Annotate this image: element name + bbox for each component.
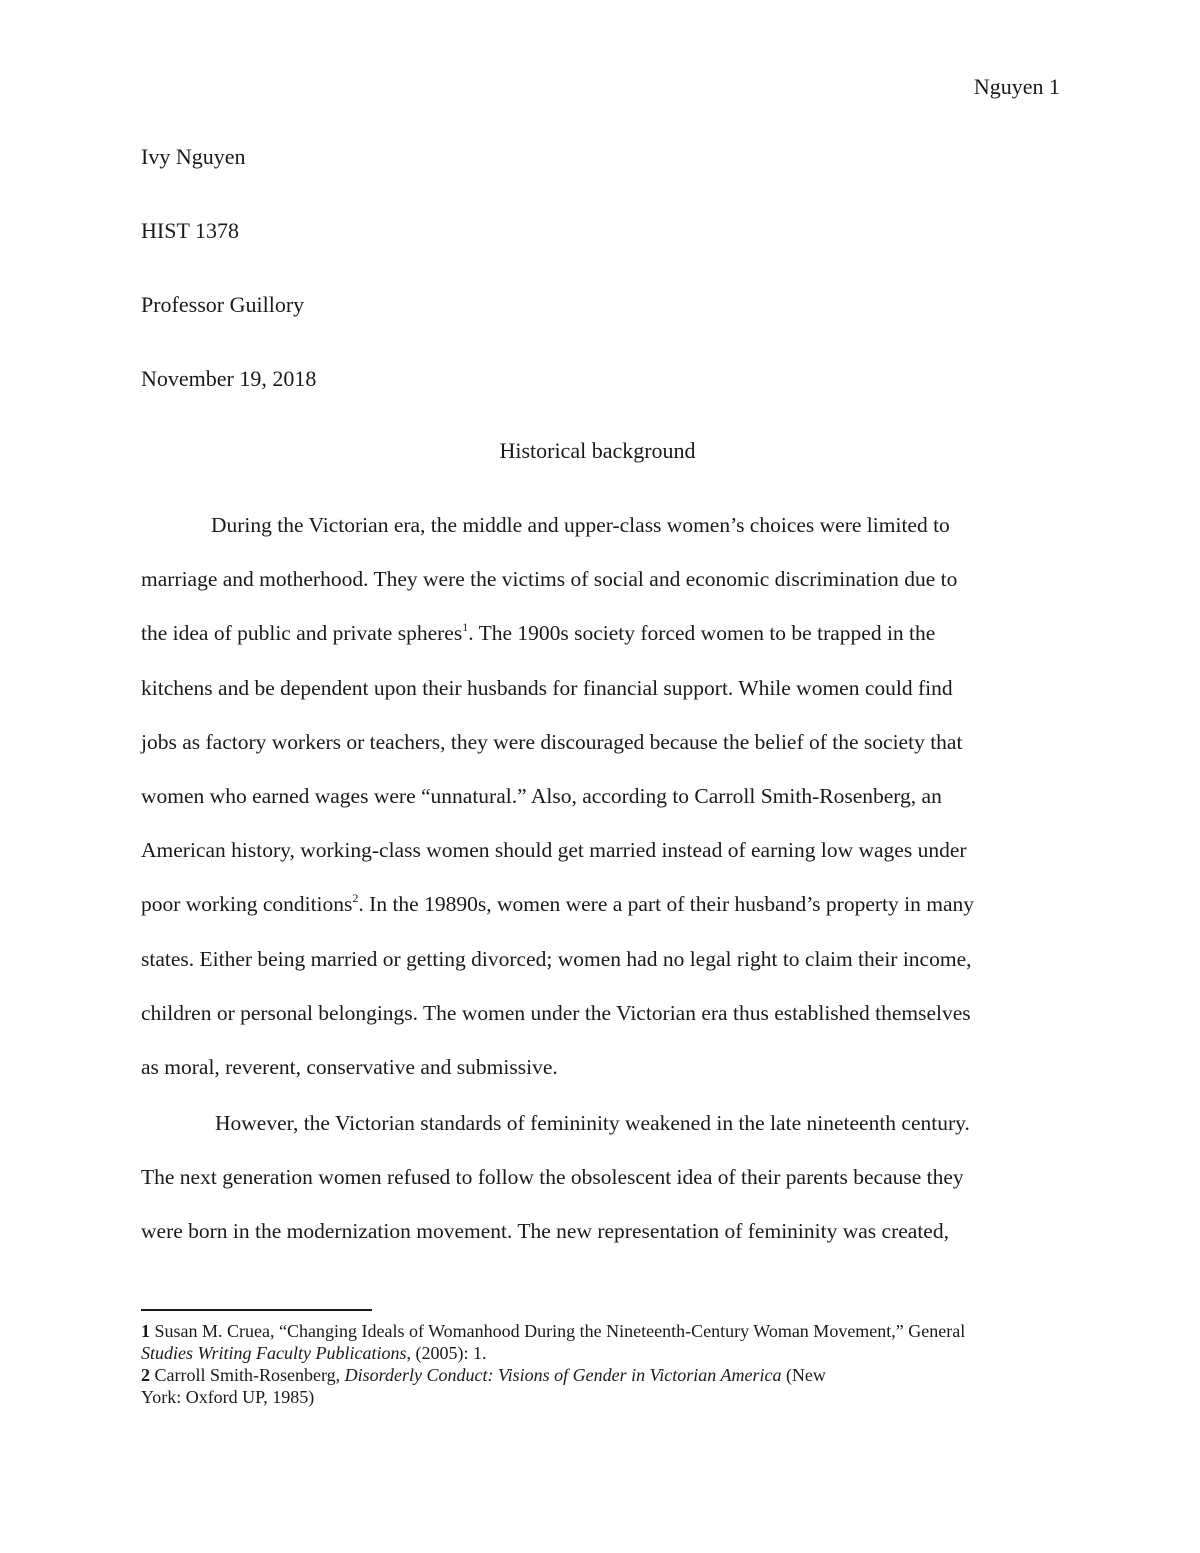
- body-line: American history, working-class women should get married instead of earning low wages under: [141, 838, 967, 863]
- body-text: poor working conditions: [141, 892, 353, 917]
- footnotes: [141, 1320, 1081, 1408]
- footnote-text: Susan M. Cruea, “Changing Ideals of Womanhood During the Nineteenth-Century Woman Movement,” General: [150, 1321, 966, 1341]
- footnote-text: , (2005): 1.: [406, 1343, 487, 1363]
- body-line: women who earned wages were “unnatural.” Also, according to Carroll Smith-Rosenberg, an: [141, 783, 942, 808]
- footnote-ref: 2: [352, 891, 359, 906]
- instructor-name: Professor Guillory: [141, 292, 305, 317]
- body-line: marriage and motherhood. They were the victims of social and economic discrimination due to: [141, 567, 958, 592]
- body-text: . The 1900s society forced women to be trapped in the: [468, 621, 936, 646]
- essay-title: Historical background: [499, 438, 696, 463]
- footnote-ref: 1: [462, 620, 469, 635]
- course-code: HIST 1378: [141, 218, 239, 243]
- footnote-1: [141, 1320, 1081, 1342]
- footnote-italic: Disorderly Conduct: Visions of Gender in Victorian America: [344, 1365, 782, 1385]
- essay-date: November 19, 2018: [141, 366, 317, 391]
- footnote-separator: [141, 1309, 372, 1311]
- body-line: [141, 889, 1061, 943]
- body-line: states. Either being married or getting divorced; women had no legal right to claim their income,: [141, 946, 972, 971]
- footnote-1-cont: [141, 1342, 1081, 1364]
- body-line: children or personal belongings. The women under the Victorian era thus established themselves: [141, 1000, 971, 1025]
- body-text: . In the 19890s, women were a part of their husband’s property in many: [358, 892, 974, 917]
- essay-body: [141, 510, 1061, 1270]
- body-line: During the Victorian era, the middle and upper-class women’s choices were limited to: [211, 513, 950, 537]
- body-line: However, the Victorian standards of femininity weakened in the late nineteenth century.: [215, 1110, 970, 1135]
- footnote-italic: Studies Writing Faculty Publications: [141, 1343, 407, 1363]
- footnote-number: 1: [141, 1321, 150, 1341]
- heading-block: [141, 142, 316, 438]
- body-line: kitchens and be dependent upon their husbands for financial support. While women could find: [141, 675, 953, 700]
- body-line: as moral, reverent, conservative and submissive.: [141, 1054, 558, 1079]
- footnote-text: Carroll Smith-Rosenberg,: [150, 1365, 345, 1385]
- body-text: the idea of public and private spheres: [141, 621, 463, 646]
- footnote-number: 2: [141, 1365, 150, 1385]
- body-line: jobs as factory workers or teachers, they were discouraged because the belief of the society that: [141, 729, 963, 754]
- footnote-2: [141, 1364, 1081, 1386]
- author-name: Ivy Nguyen: [141, 144, 246, 169]
- footnote-text: (New: [781, 1365, 826, 1385]
- running-head: Nguyen 1: [973, 74, 1060, 99]
- body-line: The next generation women refused to follow the obsolescent idea of their parents because they: [141, 1164, 964, 1189]
- body-line: [141, 618, 1061, 672]
- body-line: were born in the modernization movement. The new representation of femininity was created,: [141, 1218, 949, 1243]
- footnote-2-cont: York: Oxford UP, 1985): [141, 1387, 315, 1407]
